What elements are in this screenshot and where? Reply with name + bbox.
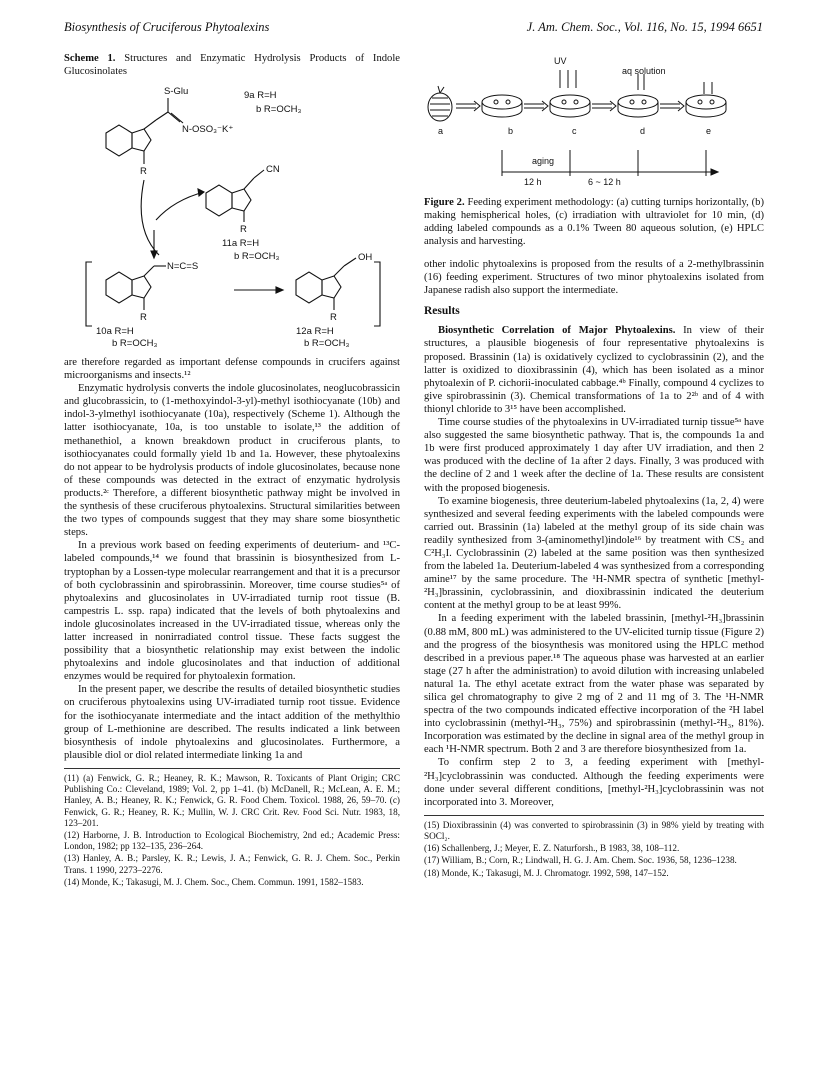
ref-18: (18) Monde, K.; Takasugi, M. J. Chromatogr. 1992, 598, 147–152. [424, 867, 669, 878]
results-heading: Results [424, 305, 460, 318]
left-column [64, 52, 400, 889]
label-10b: b R=OCH₃ [112, 338, 158, 349]
left-paragraph-3: In a previous work based on feeding experiments of deuterium- and ¹³C-labeled compounds,¹⁴ we found that brassinin is biosynthesized from L-tryptophan by a Lossen-type molecular rearrangement and that it is a precursor of both cyclobrassinin and spirobrassinin. Moreover, time course studies⁵ᵃ of phytoalexins and glucosinolates in UV-irradiated turnip root tissue (B. campestris L. ssp. rapa) indicated that the levels of both phytoalexins and indole glucosinolates increased in the UV-irradiated tissue, whereas only the latter increased in nonirradiated control tissue. These facts suggest the possibility that a biosynthetic relationship may exist between the indolic phytoalexins and indole glucosinolates and that induction of additional enzymes would be required for phytoalexin formation. [64, 540, 400, 683]
left-body-text [64, 356, 400, 762]
scheme-caption-label: Scheme 1. [64, 53, 116, 64]
label-11a: 11a R=H [222, 238, 260, 249]
right-paragraph-3: To examine biogenesis, three deuterium-labeled phytoalexins (1a, 2, 4) were synthesized and several feeding experiments with the labeled compounds were carried out. Brassinin (1a) labeled at the methyl group of its side chain was readily synthesized from 3-(aminomethyl)indole¹⁶ by treatment with CS₂ and C²H₃I. Cyclobrassinin (2) labeled at the same position was then synthesized from the labeled 1a. Deuterium-labeled 4 was synthesized from a corresponding amine¹⁷ by the same procedure. The ¹H-NMR spectra of synthetic [methyl-²H₃]brassinin, cyclobrassinin, and dioxibrassinin indicated the deuterium content at the methyl group to be at least 99%. [424, 495, 764, 612]
label-r-12: R [330, 312, 337, 323]
label-r-11: R [240, 224, 247, 235]
right-paragraph-4: In a feeding experiment with the labeled brassinin, [methyl-²H₃]brassinin (0.88 mM, 800 mL) was administered to the UV-elicited turnip tissue (Figure 2) and the progress of the biosynthesis was monitored using the HPLC method described in a previous paper.¹⁸ The aqueous phase was harvested at an earlier stage (27 h after the administration) to avoid dilution with increasing unlabeled natural 1a. The ethyl acetate extract from the water phase was separated by silica gel chromatography to give 2 mg of 2 and 11 mg of 3. The ¹H-NMR spectra of the two compounds indicated effective incorporation of the ²H label into cyclobrassinin (methyl-²H₃, 75%) and spirobrassinin (methyl-²H₃, 81%). Incorporation was estimated by the decline in signal area of the methyl group in each ¹H-NMR spectrum. Both 2 and 3 are therefore biosynthesized from 1a. [424, 613, 764, 756]
label-s-glu: S-Glu [164, 86, 189, 97]
fig2-aq-label: aq solution [622, 66, 666, 76]
running-header-left: Biosynthesis of Cruciferous Phytoalexins [64, 20, 270, 34]
running-header-right: J. Am. Chem. Soc., Vol. 116, No. 15, 1994 6651 [526, 20, 763, 34]
ref-14: (14) Monde, K.; Takasugi, M. J. Chem. Soc., Chem. Commun. 1991, 1582–1583. [64, 876, 364, 887]
uv-arrows [560, 70, 576, 88]
label-n-9: R [140, 166, 147, 177]
right-intro: other indolic phytoalexins is proposed from the results of a 2-methylbrassinin (16) feeding experiment. Structures of two minor phytoalexins isolated from Japanese radish also support the intermediate. [424, 259, 764, 297]
fig2-aging-label: aging [532, 156, 555, 166]
label-r-10: R [140, 312, 147, 323]
ref-11: (11) (a) Fenwick, G. R.; Heaney, R. K.; Mawson, R. Toxicants of Plant Origin; CRC Publishing Co.: Cleveland, 1989; Vol. 2, pp 1–41. (b) McDanell, R.; McLean, A. E. M.; Hanley, A. B.; Heaney, R. K.; Fenwick, G. R. Food Chem. Toxicol. 1988, 26, 59–70. (c) Fenwick, G. R.; Heaney, R. K.; Mullin, W. J. CRC Crit. Rev. Food Sci. Nutr. 1983, 18, 123–201. [64, 772, 400, 828]
indole-9-structure [106, 98, 183, 164]
figure-2-caption-label: Figure 2. [424, 197, 465, 208]
indole-10-structure [106, 266, 166, 310]
fig2-step-d: d [640, 126, 646, 136]
ref-16: (16) Schallenberg, J.; Meyer, E. Z. Naturforsh., B 1983, 38, 108–112. [424, 843, 680, 854]
label-9b: b R=OCH₃ [256, 104, 302, 115]
fig2-step-a: a [438, 126, 444, 136]
scheme-caption-text: Structures and Enzymatic Hydrolysis Products of Indole Glucosinolates [64, 53, 400, 77]
right-column [424, 52, 764, 880]
turnip-slice-d [618, 95, 658, 117]
label-noso3k: N-OSO₃⁻K⁺ [182, 124, 234, 135]
right-paragraph-2: Time course studies of the phytoalexins in UV-irradiated turnip tissue⁵ᵃ have also suggested the same biosynthetic pathway. That is, the compounds 1a and 1b were first produced approximately 1 day after UV irradiation, and then 2 was produced with the decline of 1a after 2 days. Finally, 3 was produced with the decline of 2 and 1 week after the decline of 1a. These results are consistent with the proposed biogenesis. [424, 417, 764, 494]
left-paragraph-1: are therefore regarded as important defense compounds in crucifers against microorganisms and insects.¹² [64, 357, 400, 382]
results-subheading: Biosynthetic Correlation of Major Phytoalexins. [438, 325, 676, 337]
fig2-step-b: b [508, 126, 514, 136]
pipette-icon [638, 74, 644, 90]
fig2-step-e: e [706, 126, 712, 136]
right-paragraph-1-text: In view of their structures, a plausible biogenesis of four representative phytoalexins is proposed. Brassinin (1a) is oxidatively cyclized to cyclobrassinin (2), and the latter is oxidized to dioxibrassinin (4), which has been isolated as a minor phytoalexin of P. cichorii-inoculated cabbage.⁴ᵇ Finally, compound 4 cyclizes to give spirobrassinin (3). Chemical transformations of 1a to 2²ᵇ and of 4 with thionyl chloride to 3¹⁵ have been accomplished. [424, 325, 764, 415]
footnote-rule-left [64, 768, 400, 769]
right-paragraph-5: To confirm step 2 to 3, a feeding experiment with [methyl-²H₃]cyclobrassinin was conducted. Although the feeding experiments were done under several different conditions, [methyl-²H₃]cyclobrassinin was not incorporated into 3. Moreover, [424, 757, 764, 808]
indole-12-structure [296, 258, 356, 310]
fig2-time-1: 12 h [524, 177, 542, 187]
right-body-text [424, 258, 764, 809]
figure-2-caption [424, 196, 764, 248]
left-paragraph-2: Enzymatic hydrolysis converts the indole glucosinolates, neoglucobrassicin and glucobrassicin, to (1-methoxyindol-3-yl)-methyl isothiocyanate (10b) and indol-3-ylmethyl isothiocyanate (10a), respectively (Scheme 1). Although the latter isothiocyanate, 10a, is too unstable to isolate,¹³ the addition of methanethiol, a known breakdown product in cruciferous plants, to isothiocyanates could formally yield 1b and 1a. However, these phytoalexins do not appear to be hydrolysis products of indole glucosinolates, because none of these compounds was detected in the extract of enzymatic hydrolysis products.²ᶜ Therefore, a different biosynthetic pathway might be involved in the synthesis of these cruciferous phytoalexins. Structural similarities between the two types of compounds suggest that they may share some biosynthetic steps. [64, 383, 400, 539]
fig2-step-c: c [572, 126, 577, 136]
label-cn: CN [266, 164, 280, 175]
figure-2-caption-text: Feeding experiment methodology: (a) cutting turnips horizontally, (b) making hemispherical holes, (c) irradiation with ultraviolet for 10 min, (d) adding labeled compounds as a 0.1% Tween 80 aqueous solution, (e) HPLC analysis and harvesting. [424, 197, 764, 247]
right-paragraph-1 [424, 324, 764, 416]
right-references [424, 820, 764, 879]
label-oh: OH [358, 252, 373, 263]
label-11b: b R=OCH₃ [234, 251, 280, 262]
ref-17: (17) William, B.; Corn, R.; Lindwall, H. G. J. Am. Chem. Soc. 1936, 58, 1236–1238. [424, 855, 737, 866]
turnip-slice-b [482, 95, 522, 117]
scheme-caption [64, 52, 400, 78]
branch-arrow [156, 192, 204, 220]
label-12b: b R=OCH₃ [304, 338, 350, 349]
fig2-time-2: 6 ~ 12 h [588, 177, 621, 187]
footnote-rule-right [424, 815, 764, 816]
left-references [64, 773, 400, 888]
left-paragraph-4: In the present paper, we describe the results of detailed biosynthetic studies on cruciferous phytoalexins using UV-irradiated turnip root tissue. Evidence for the isothiocyanate intermediate and the intact addition of the methylthio group of L-methionine are described. The results indicated a link between biosynthesis of indole phytoalexins and glucosinolates. Furthermore, a plausible diol or diol related intermediate linking 1a and [64, 684, 400, 761]
hydrolysis-arrow [141, 180, 159, 255]
fig2-uv-label: UV [554, 56, 567, 66]
ref-12: (12) Harborne, J. B. Introduction to Ecological Biochemistry, 2nd ed.; Academic Press: London, 1982; pp 132–135, 236–264. [64, 829, 400, 852]
ref-13: (13) Hanley, A. B.; Parsley, K. R.; Lewis, J. A.; Fenwick, G. R. J. Chem. Soc., Perkin Trans. 1 1990, 2273–2276. [64, 853, 400, 875]
figure-2-diagram [424, 52, 764, 192]
label-ncs: N=C=S [167, 261, 199, 272]
label-10a: 10a R=H [96, 326, 134, 337]
scheme-1-diagram [64, 80, 400, 350]
label-9a: 9a R=H [244, 90, 277, 101]
ref-15: (15) Dioxibrassinin (4) was converted to spirobrassinin (3) in 98% yield by treating with SOCl₂. [424, 819, 764, 842]
indole-11-structure [206, 170, 264, 222]
turnip-slice-c [550, 95, 590, 117]
turnip-slice-e [686, 95, 726, 117]
label-12a: 12a R=H [296, 326, 334, 337]
turnip-icon [428, 93, 452, 121]
